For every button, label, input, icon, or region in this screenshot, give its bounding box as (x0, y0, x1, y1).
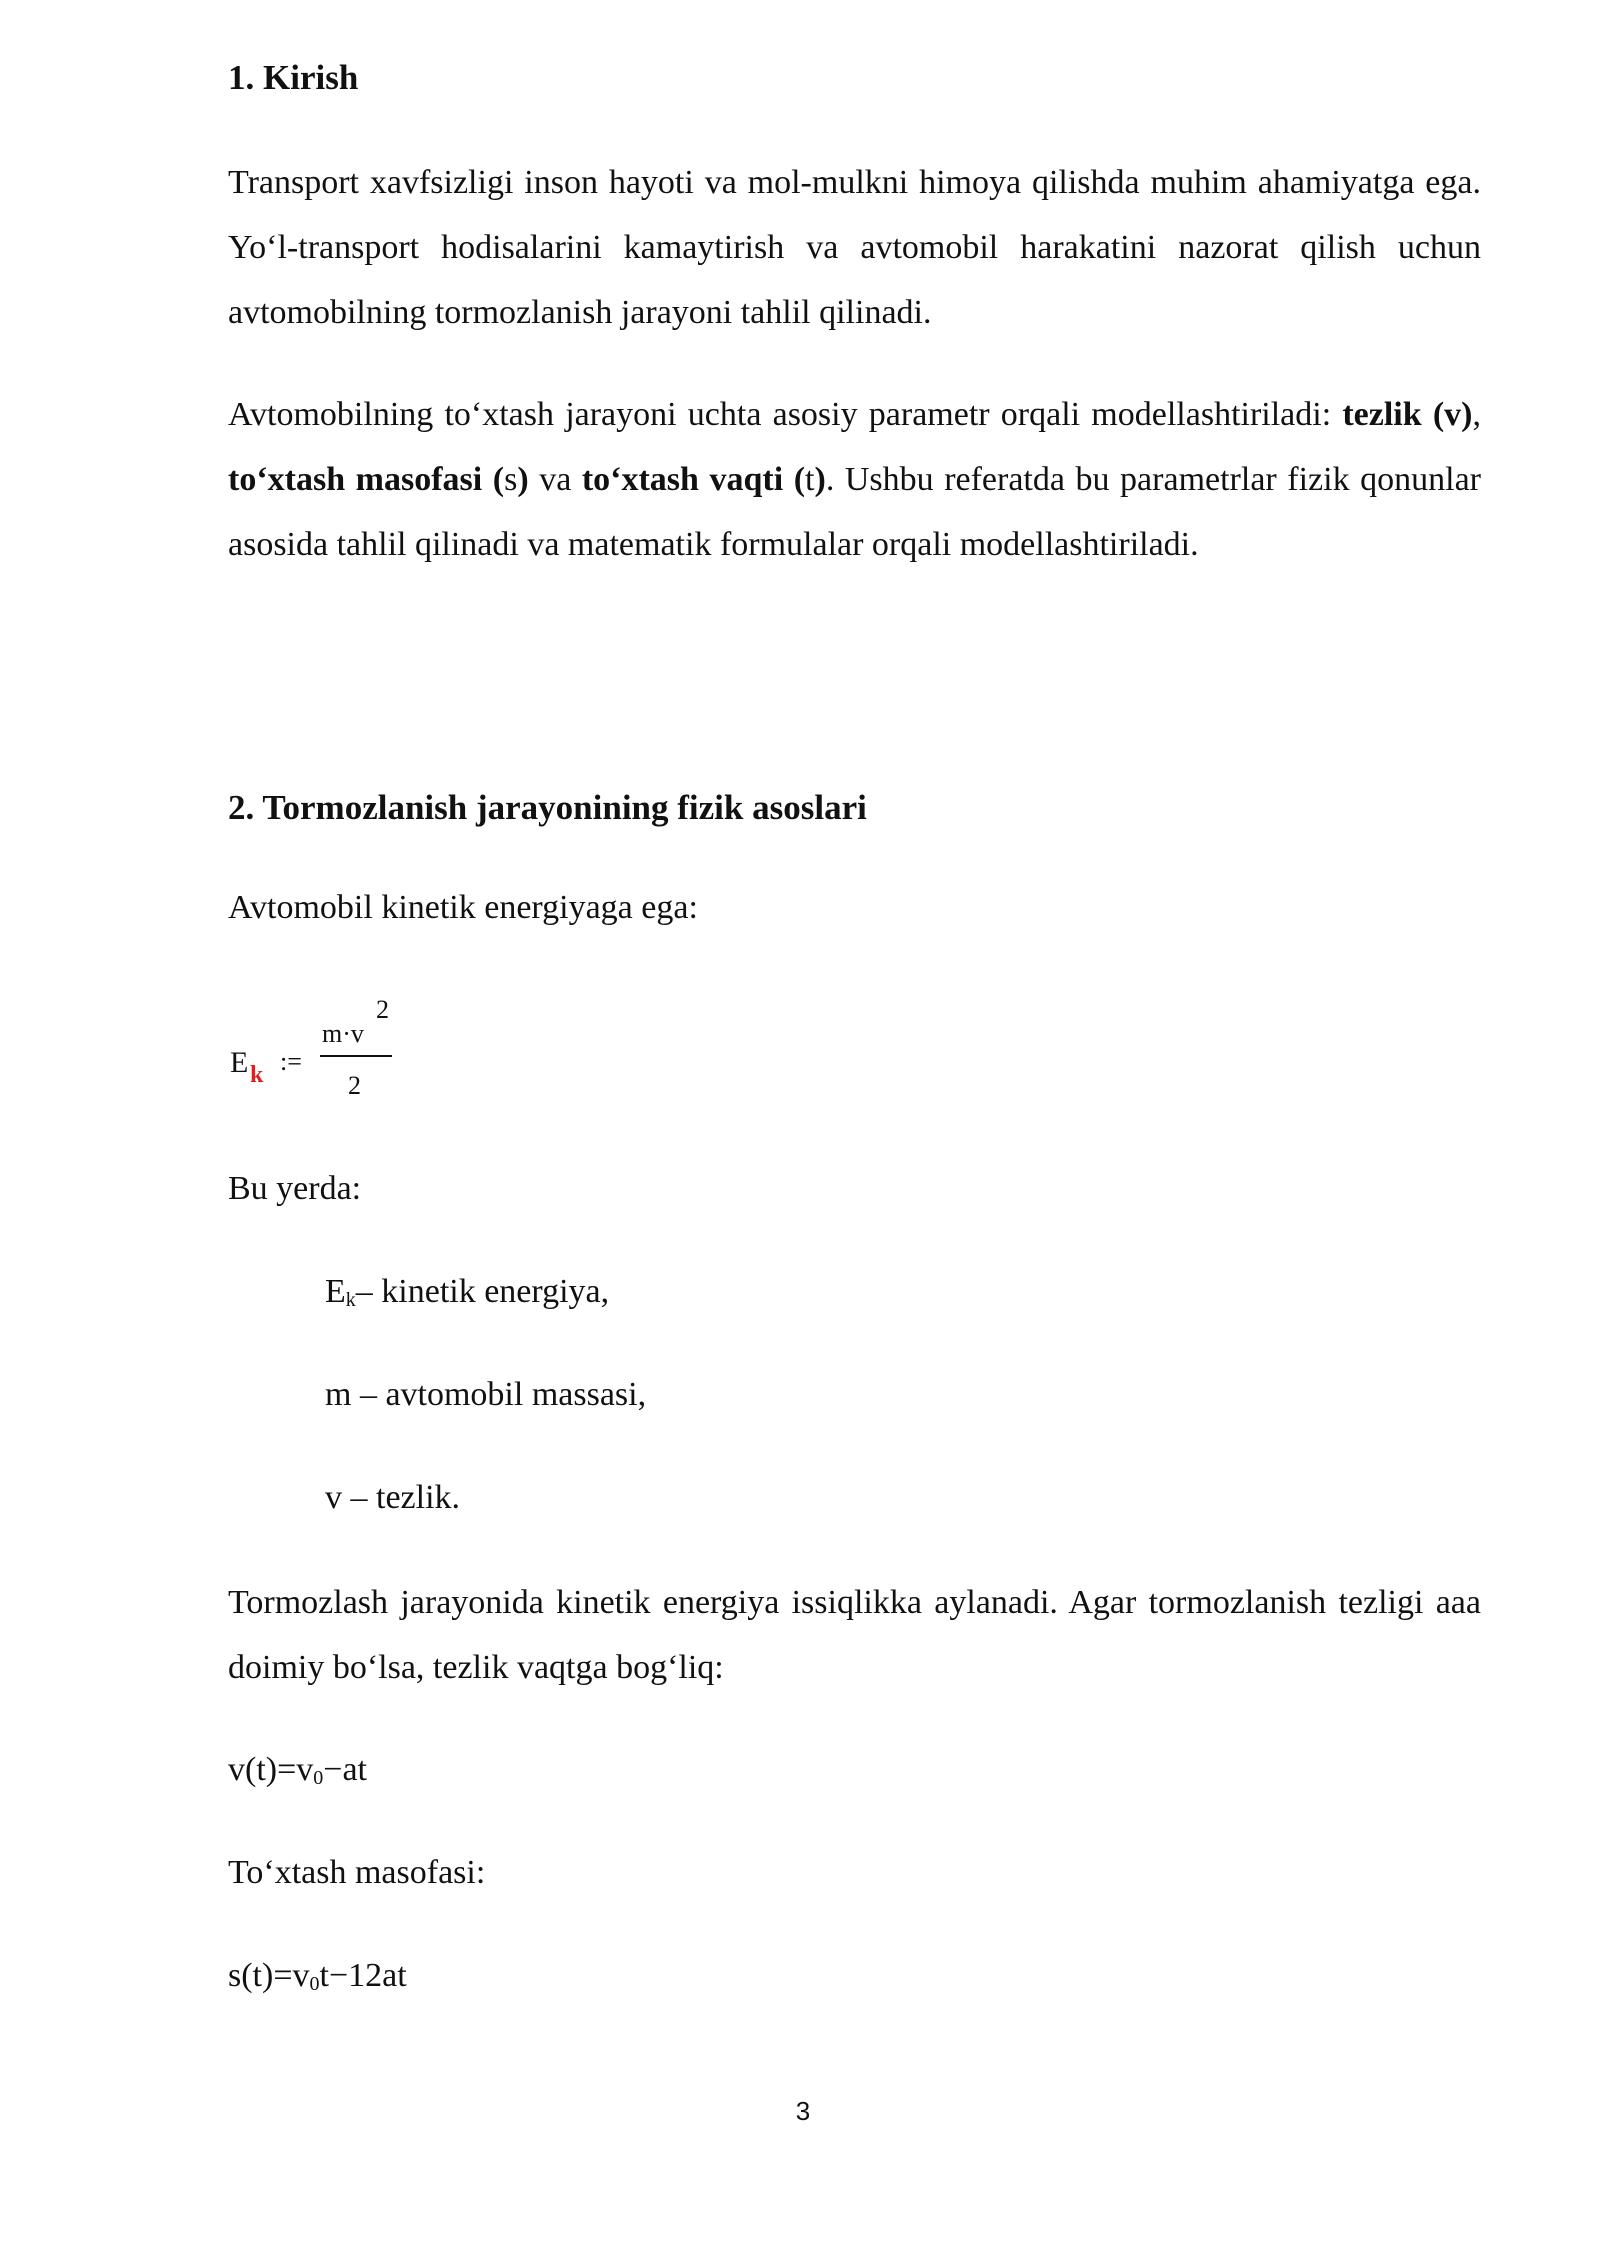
parameters-paragraph (228, 382, 1481, 577)
equation-subscript: 0 (309, 1973, 320, 1995)
bold-term-time (582, 461, 826, 498)
paragraph-text: to‘xtash masofasi ( (228, 461, 505, 498)
definition-subscript: k (345, 1289, 356, 1311)
kinetic-energy-formula (228, 1000, 408, 1110)
formula-numerator: m·v (322, 1019, 364, 1048)
paragraph-text: ) (814, 461, 826, 498)
paragraph-text: Avtomobilning to‘xtash jarayoni uchta asosiy parametr orqali modellashtiriladi: (228, 396, 1343, 433)
definition-mass: m – avtomobil massasi, (325, 1376, 647, 1413)
kinetic-energy-intro: Avtomobil kinetik energiyaga ega: (228, 889, 698, 926)
section-2-heading: 2. Tormozlanish jarayonining fizik asoslari (228, 788, 867, 827)
equation-subscript: 0 (313, 1767, 324, 1789)
paragraph-text: va (528, 461, 582, 498)
definition-text: – kinetik energiya, (355, 1273, 610, 1310)
page-number: 3 (795, 2096, 811, 2126)
formula-denominator: 2 (348, 1071, 361, 1100)
paragraph-text: , (1472, 396, 1482, 433)
equation-part: v(t)=v (228, 1751, 314, 1788)
definition-velocity: v – tezlik. (325, 1479, 461, 1516)
formula-exponent: 2 (376, 1000, 389, 1024)
where-label: Bu yerda: (228, 1170, 362, 1207)
formula-lhs-subscript: k (250, 1062, 264, 1088)
paragraph-text: to‘xtash vaqti ( (581, 461, 806, 498)
distance-equation (228, 1952, 407, 2000)
definition-symbol: E (325, 1273, 346, 1310)
definition-ek (325, 1268, 609, 1316)
equation-part: s(t)=v (228, 1957, 310, 1994)
bold-term-distance (228, 461, 529, 498)
paragraph-text: t (805, 461, 815, 498)
intro-paragraph: Transport xavfsizligi inson hayoti va mol-mulkni himoya qilishda muhim ahamiyatga ega. Yo‘l-transport hodisalarini kamaytirish va avtomobil harakatini nazorat qilish uchun avtomobilning tormozlanish jarayoni tahlil qilinadi. (228, 164, 1481, 331)
formula-assign: := (280, 1047, 302, 1076)
bold-term-speed: tezlik (v) (1342, 396, 1473, 433)
paragraph-text: . Ushbu referatda bu parametrlar fizik qonunlar asosida tahlil qilinadi va matematik formulalar orqali modellashtiriladi. (228, 461, 1481, 563)
velocity-equation (228, 1746, 367, 1794)
paragraph-text: s (504, 461, 518, 498)
equation-part: −at (323, 1751, 367, 1788)
section-1-heading: 1. Kirish (228, 58, 359, 97)
braking-paragraph: Tormozlash jarayonida kinetik energiya issiqlikka aylanadi. Agar tormozlanish tezligi aaa doimiy bo‘lsa, tezlik vaqtga bog‘liq: (228, 1584, 1481, 1686)
equation-part: t−12at (319, 1957, 407, 1994)
paragraph-text: ) (517, 461, 529, 498)
stopping-distance-label: To‘xtash masofasi: (228, 1854, 486, 1891)
formula-lhs-base: E (230, 1046, 249, 1079)
